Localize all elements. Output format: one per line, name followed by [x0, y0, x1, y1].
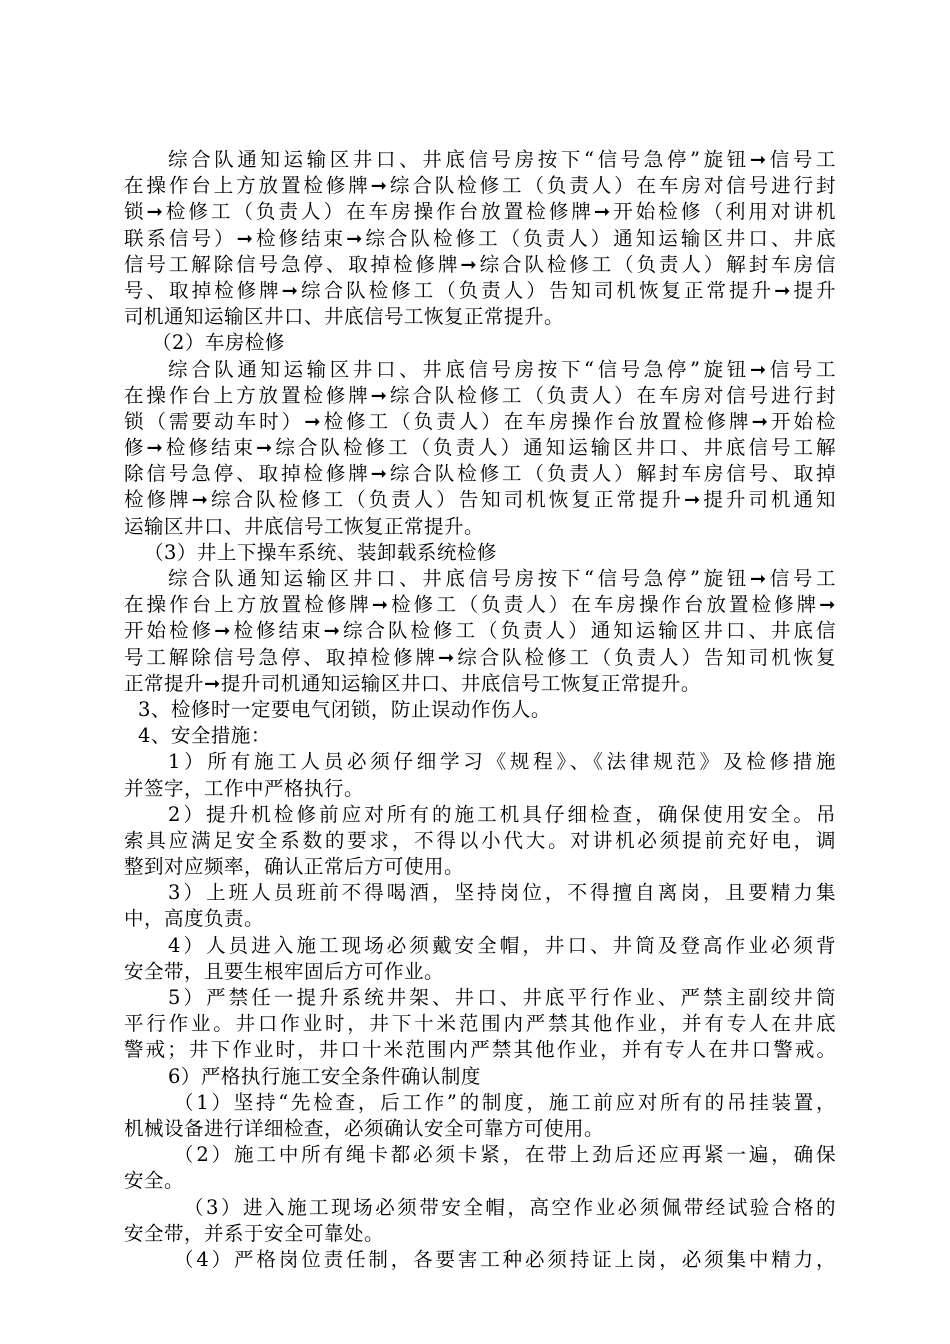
text-line: 在操作台上方放置检修牌➞检修工（负责人）在车房操作台放置检修牌➞ — [124, 593, 836, 617]
text-line: （4）严格岗位责任制，各要害工种必须持证上岗，必须集中精力， — [174, 1247, 836, 1271]
text-line: 5）严禁任一提升系统井架、井口、井底平行作业、严禁主副绞井筒 — [168, 986, 836, 1009]
section-heading: 4、安全措施： — [138, 724, 271, 748]
section-heading: （2）车房检修 — [152, 331, 285, 355]
text-line: 正常提升➞提升司机通知运输区井口、井底信号工恢复正常提升。 — [124, 671, 701, 695]
text-line: 并签字，工作中严格执行。 — [124, 776, 365, 800]
text-line: 安全。 — [124, 1169, 185, 1193]
text-line: 修➞检修结束➞综合队检修工（负责人）通知运输区井口、井底信号工解 — [124, 436, 836, 460]
text-line: 号、取掉检修牌➞综合队检修工（负责人）告知司机恢复正常提升➞提升 — [124, 278, 836, 302]
text-line: 号工解除信号急停、取掉检修牌➞综合队检修工（负责人）告知司机恢复 — [124, 645, 836, 669]
text-line: 警戒；井下作业时，井口十米范围内严禁其他作业，并有专人在井口警戒。 — [124, 1038, 836, 1062]
section-heading: （3）井上下操车系统、装卸载系统检修 — [144, 540, 497, 564]
text-line: 开始检修➞检修结束➞综合队检修工（负责人）通知运输区井口、井底信 — [124, 619, 836, 643]
document-page — [124, 147, 836, 1273]
text-line: 安全带，且要生根牢固后方可作业。 — [124, 959, 445, 983]
text-line: （3）进入施工现场必须带安全帽，高空作业必须佩带经试验合格的 — [184, 1195, 836, 1219]
text-line: 4）人员进入施工现场必须戴安全帽，井口、井筒及登高作业必须背 — [168, 933, 836, 957]
text-line: （2）施工中所有绳卡都必须卡紧，在带上劲后还应再紧一遍，确保 — [174, 1143, 836, 1167]
text-line: 综合队通知运输区井口、井底信号房按下“信号急停”旋钮➞信号工 — [168, 567, 836, 590]
text-line: 锁➞检修工（负责人）在车房操作台放置检修牌➞开始检修（利用对讲机 — [124, 200, 836, 224]
text-line: 3）上班人员班前不得喝酒，坚持岗位，不得擅自离岗，且要精力集 — [168, 881, 836, 905]
text-line: 在操作台上方放置检修牌➞综合队检修工（负责人）在车房对信号进行封 — [124, 174, 836, 198]
text-line: 司机通知运输区井口、井底信号工恢复正常提升。 — [124, 305, 565, 329]
text-line: 安全带，并系于安全可靠处。 — [124, 1221, 385, 1245]
text-line: 平行作业。井口作业时，井下十米范围内严禁其他作业，并有专人在井底 — [124, 1012, 836, 1036]
text-line: 信号工解除信号急停、取掉检修牌➞综合队检修工（负责人）解封车房信 — [124, 252, 836, 276]
text-line: 整到对应频率，确认正常后方可使用。 — [124, 855, 465, 879]
text-line: 综合队通知运输区井口、井底信号房按下“信号急停”旋钮➞信号工 — [168, 357, 836, 381]
text-line: 机械设备进行详细检查，必须确认安全可靠方可使用。 — [124, 1116, 605, 1140]
text-line: 索具应满足安全系数的要求，不得以小代大。对讲机必须提前充好电，调 — [124, 828, 836, 852]
text-line: 1）所有施工人员必须仔细学习《规程》、《法律规范》及检修措施 — [168, 750, 836, 774]
text-line: 除信号急停、取掉检修牌➞综合队检修工（负责人）解封车房信号、取掉 — [124, 462, 836, 486]
text-line: 运输区井口、井底信号工恢复正常提升。 — [124, 514, 485, 538]
text-line: 联系信号）➞检修结束➞综合队检修工（负责人）通知运输区井口、井底 — [124, 226, 836, 250]
text-line: 6）严格执行施工安全条件确认制度 — [168, 1064, 481, 1088]
text-line: 综合队通知运输区井口、井底信号房按下“信号急停”旋钮➞信号工 — [168, 148, 836, 171]
text-line: 2）提升机检修前应对所有的施工机具仔细检查，确保使用安全。吊 — [168, 802, 836, 826]
section-heading: 3、检修时一定要电气闭锁，防止误动作伤人。 — [138, 697, 551, 721]
text-line: 检修牌➞综合队检修工（负责人）告知司机恢复正常提升➞提升司机通知 — [124, 488, 836, 512]
text-line: （1）坚持“先检查，后工作”的制度，施工前应对所有的吊挂装置， — [174, 1090, 836, 1114]
text-line: 中，高度负责。 — [124, 907, 265, 931]
text-line: 锁（需要动车时）➞检修工（负责人）在车房操作台放置检修牌➞开始检 — [124, 409, 836, 433]
text-line: 在操作台上方放置检修牌➞综合队检修工（负责人）在车房对信号进行封 — [124, 383, 836, 407]
